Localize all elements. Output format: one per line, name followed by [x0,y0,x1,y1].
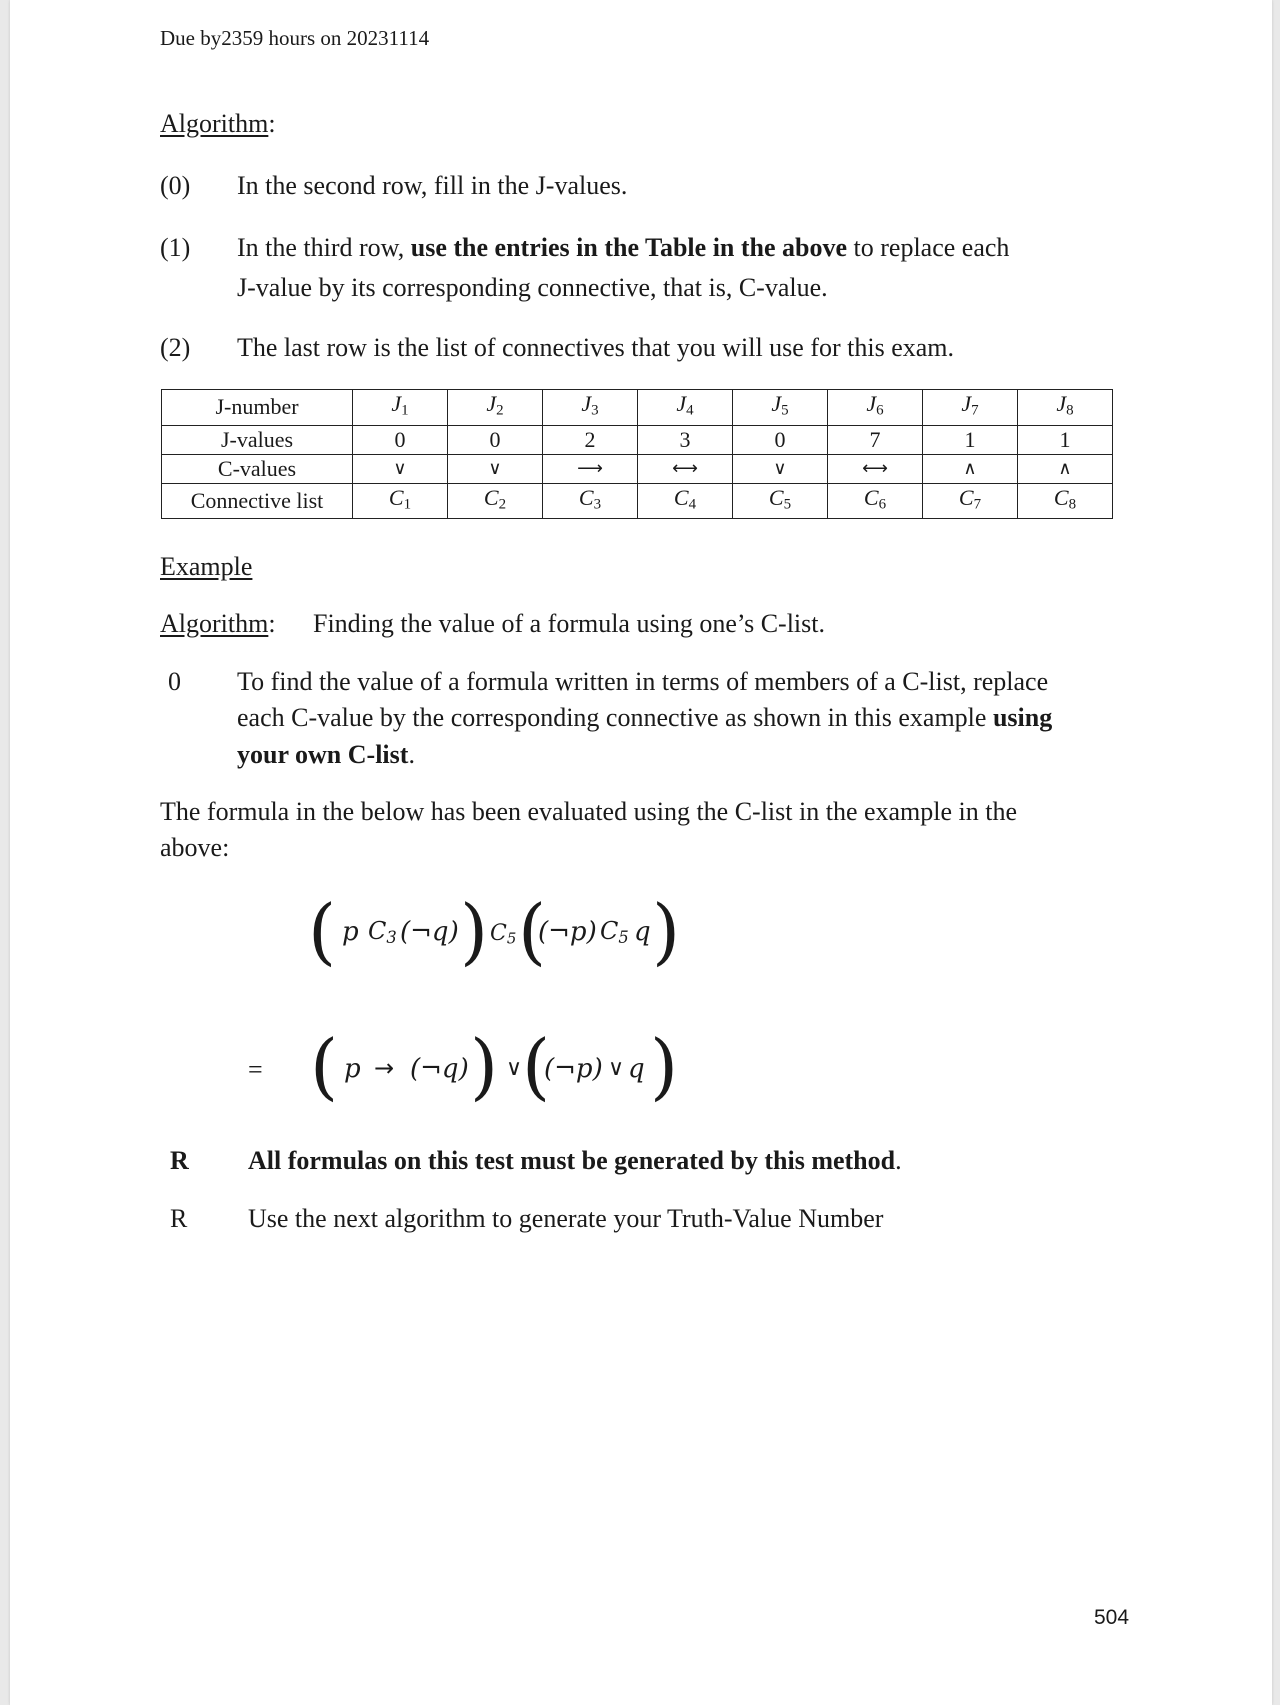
equals-sign: = [248,1055,263,1084]
j-index: 6 [876,402,884,419]
formula-line-1 [308,889,808,975]
table-cell: 0 [353,425,448,454]
formula-neg-q: (¬q) [400,917,459,947]
paren-close-2: ) [652,889,681,973]
table-cell [828,483,923,519]
example-algorithm-colon: : [268,609,276,638]
table-cell [448,483,543,519]
c-index: 1 [403,496,412,513]
c-letter: C [388,484,404,510]
table-row-j-number [162,390,1113,426]
formula-c5 [490,921,516,948]
j-letter: J [771,391,782,416]
rule-1-text [248,1143,902,1179]
c-index: 8 [1068,496,1077,513]
row-label-connective-list: Connective list [162,483,353,519]
c3-sub: 3 [386,928,397,948]
table-cell: 2 [543,425,638,454]
c5b-sub: 5 [618,928,629,948]
table-cell: ∨ [353,454,448,483]
step-0-text: In the second row, fill in the J-values. [237,171,628,200]
table-cell: ∧ [923,454,1018,483]
example-step-line3-period: . [408,740,415,769]
formula-q-2: q [628,1054,645,1084]
c-letter: C [483,484,499,510]
table-cell [638,390,733,426]
table-cell: 1 [1018,425,1113,454]
example-step-number: 0 [168,667,181,696]
example-algorithm-label [160,606,276,642]
document-page [10,0,1272,1705]
algorithm-heading-colon: : [268,109,276,138]
example-heading: Example [160,552,253,581]
c-index: 4 [688,496,697,513]
j-index: 5 [781,402,789,419]
formula-c3 [368,917,397,947]
example-step-line2 [237,700,1052,736]
table-cell [828,390,923,426]
paren-open-3: ( [310,1024,339,1108]
c5-sub: 5 [506,929,517,948]
c-letter: C [673,484,689,510]
example-step-line2-text: each C-value by the corresponding connective as shown in this example [237,703,993,732]
table-cell: ⟷ [828,454,923,483]
table-cell [733,483,828,519]
formula-q: q [634,917,651,947]
c-letter: C [958,484,974,510]
j-letter: J [676,391,687,416]
evaluated-line2: above: [160,833,230,862]
step-2-text: The last row is the list of connectives that you will use for this exam. [237,333,955,362]
step-1-text-c: to replace each [847,233,1010,262]
formula-neg-p-2: (¬p) [544,1054,603,1084]
c-index: 2 [498,496,507,513]
j-index: 7 [971,402,979,419]
paren-close-4: ) [650,1024,679,1108]
arrow-symbol: → [374,1054,395,1082]
j-letter: J [961,391,972,416]
table-cell [543,390,638,426]
table-cell [638,483,733,519]
table-cell: 3 [638,425,733,454]
rule-1-bold: All formulas on this test must be generated by this method [248,1146,896,1175]
step-1-text [237,230,1157,266]
c-letter: C [578,484,594,510]
table-cell [1018,483,1113,519]
table-cell [543,483,638,519]
paren-open-2: ( [518,889,547,973]
c-index: 6 [878,496,887,513]
table-cell: 0 [448,425,543,454]
formula-c5b [600,917,629,947]
c-letter: C [768,484,784,510]
or-symbol-2: ∨ [608,1056,625,1081]
c-letter: C [863,484,879,510]
table-cell [923,483,1018,519]
rule-1-mark: R [170,1146,189,1175]
formula-p: p [342,917,359,947]
j-letter: J [391,391,402,416]
row-label-c-values: C-values [162,454,353,483]
algorithm-heading-label: Algorithm [160,109,269,138]
connective-table [161,389,1113,519]
evaluated-line1: The formula in the below has been evaluated using the C-list in the example in the [160,797,1018,826]
table-row-j-values [162,425,1113,454]
table-row-connective-list [162,483,1113,519]
c-index: 5 [783,496,792,513]
formula-p-2: p [344,1054,361,1084]
example-step-line3-bold: your own C-list [237,740,409,769]
rule-2-text: Use the next algorithm to generate your Truth-Value Number [248,1204,884,1233]
formula-line-2 [310,1024,810,1110]
algorithm-heading [160,106,276,142]
table-cell [733,390,828,426]
table-cell: 7 [828,425,923,454]
step-1-text-line2: J-value by its corresponding connective, that is, C-value. [237,273,828,302]
step-1-number: (1) [160,233,191,262]
table-cell [1018,390,1113,426]
formula-neg-q-2: (¬q) [410,1054,469,1084]
table-cell [353,483,448,519]
table-cell: ⟶ [543,454,638,483]
rule-1-period: . [895,1146,902,1175]
example-step-line2-bold: using [992,703,1053,732]
table-cell [923,390,1018,426]
j-index: 1 [401,402,409,419]
c-index: 7 [973,496,982,513]
row-label-j-values: J-values [162,425,353,454]
paren-close-3: ) [470,1024,499,1108]
table-cell: ∨ [733,454,828,483]
step-2-number: (2) [160,333,191,362]
row-label-j-number: J-number [162,390,353,426]
c5b-letter: C [600,917,619,945]
j-index: 8 [1066,402,1074,419]
table-cell: ∧ [1018,454,1113,483]
example-algorithm-title: Finding the value of a formula using one’s C-list. [313,609,825,638]
table-cell: ⟷ [638,454,733,483]
j-letter: J [866,391,877,416]
c5-letter: C [490,921,507,946]
step-1-text-bold: use the entries in the Table in the above [410,233,848,262]
or-symbol-1: ∨ [506,1056,523,1081]
step-1-text-a: In the third row, [237,233,411,262]
j-letter: J [486,391,497,416]
table-cell: ∨ [448,454,543,483]
c-index: 3 [593,496,602,513]
table-cell [448,390,543,426]
step-0-number: (0) [160,171,191,200]
paren-open-4: ( [522,1024,551,1108]
j-letter: J [1056,391,1067,416]
page-number: 504 [1094,1606,1130,1629]
paren-close-1: ) [460,889,489,973]
c-letter: C [1053,484,1069,510]
j-letter: J [581,391,592,416]
due-date-header: Due by2359 hours on 20231114 [160,26,430,50]
paren-open-1: ( [308,889,337,973]
j-index: 3 [591,402,599,419]
table-cell: 1 [923,425,1018,454]
example-step-line3 [237,737,415,773]
example-step-line1: To find the value of a formula written in terms of members of a C-list, replace [237,667,1049,696]
rule-2-mark: R [170,1204,188,1233]
c3-letter: C [368,917,387,945]
table-cell: 0 [733,425,828,454]
j-index: 4 [686,402,694,419]
j-index: 2 [496,402,504,419]
table-cell [353,390,448,426]
table-row-c-values [162,454,1113,483]
formula-neg-p: (¬p) [538,917,597,947]
example-algorithm-word: Algorithm [160,609,269,638]
